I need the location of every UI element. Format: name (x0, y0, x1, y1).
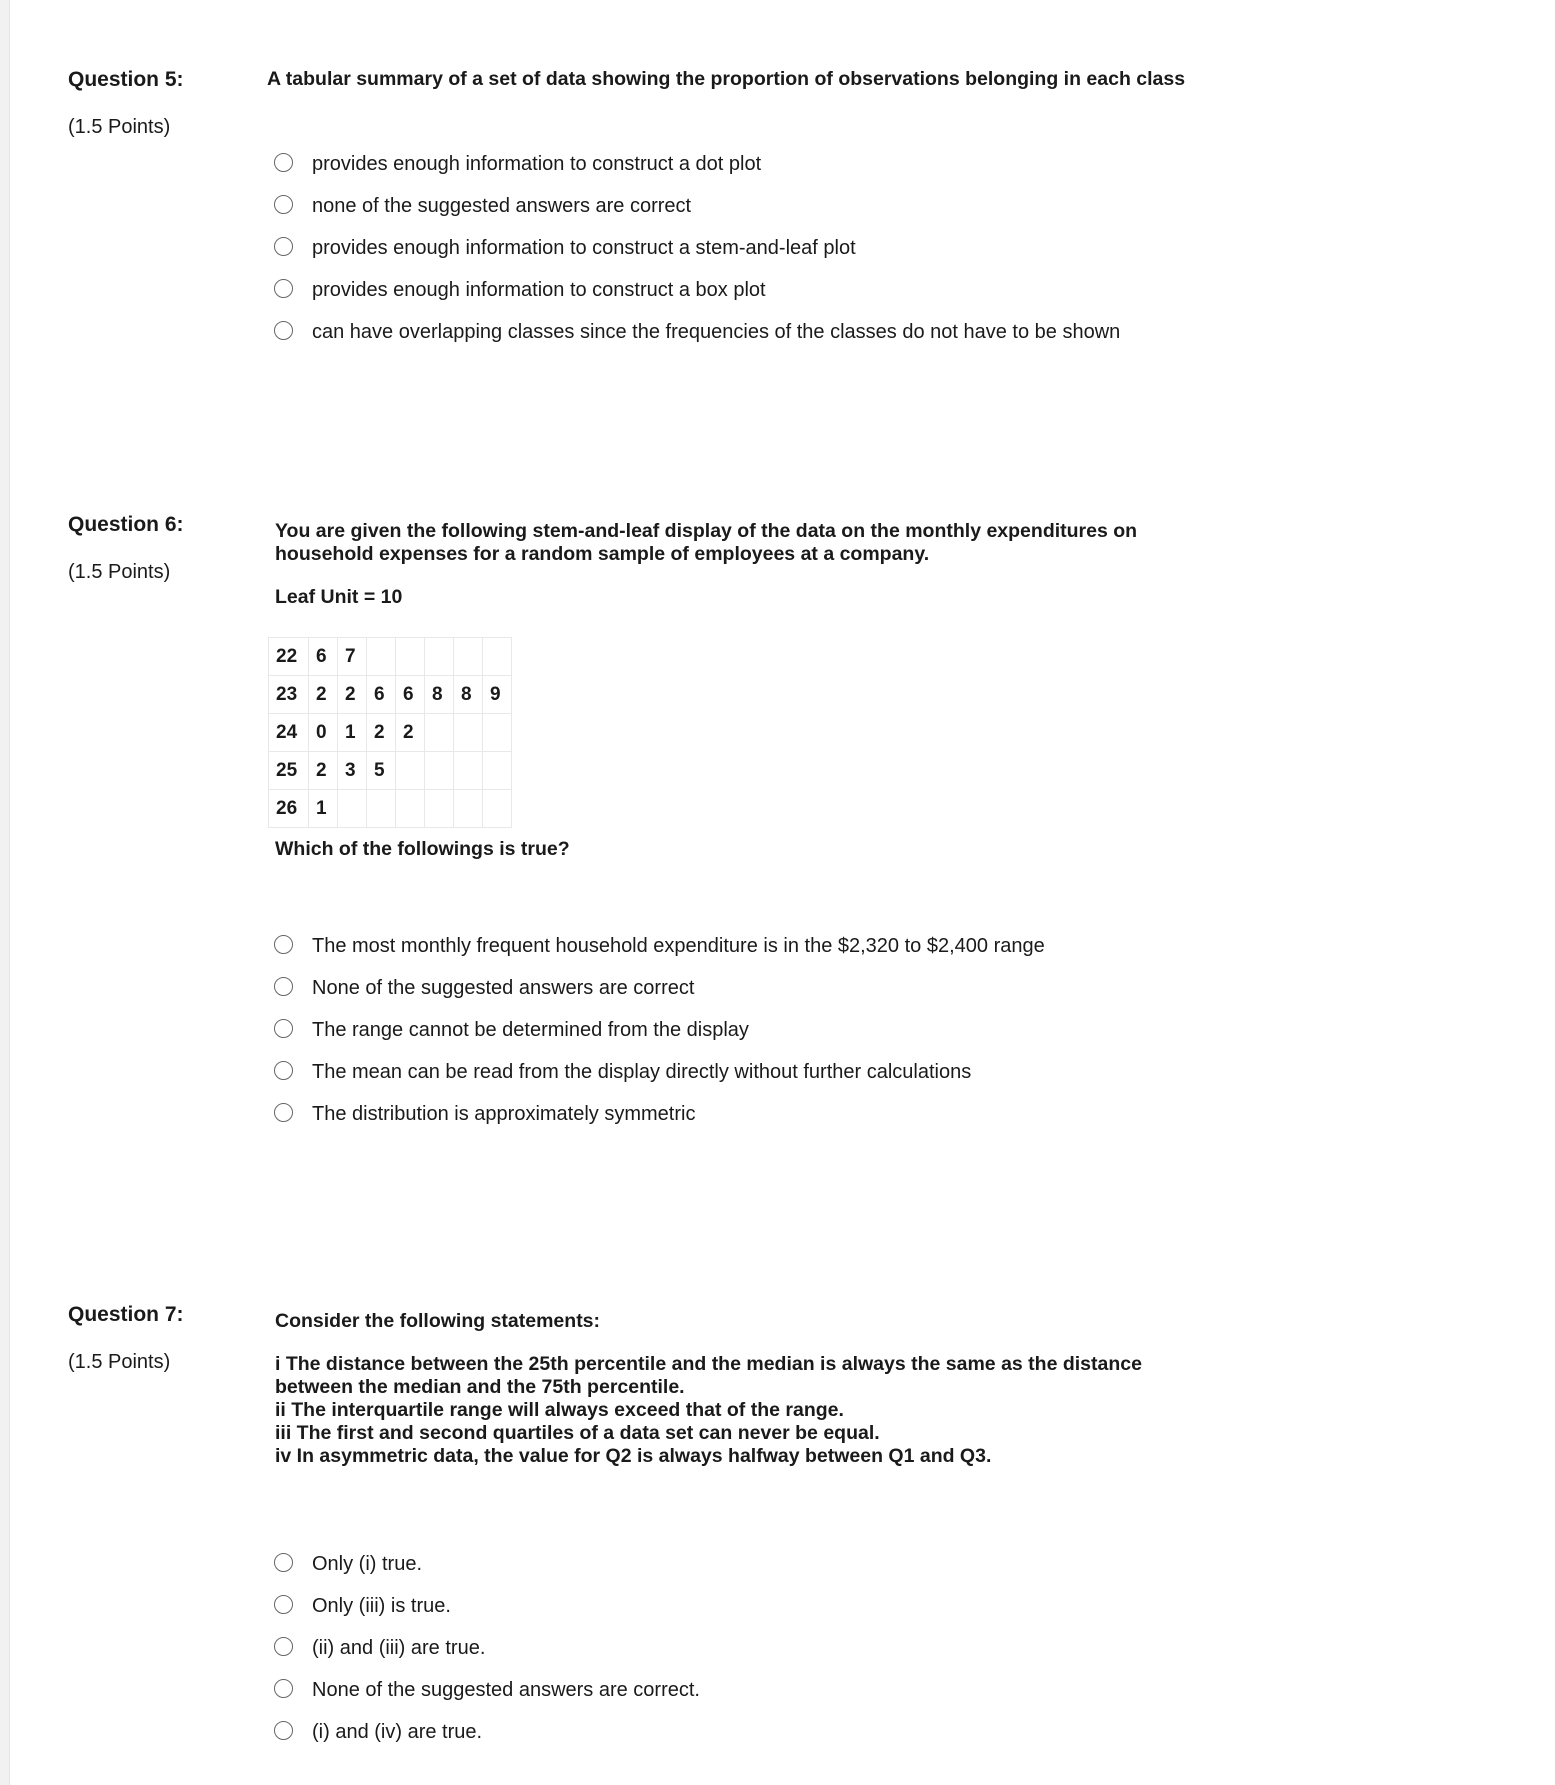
answer-options (274, 143, 1120, 353)
leaf-cell: 7 (338, 638, 367, 676)
stem-cell: 25 (269, 752, 309, 790)
leaf-cell: 9 (483, 676, 512, 714)
stem-row (269, 714, 512, 752)
leaf-cell: 2 (309, 752, 338, 790)
leaf-cell (483, 790, 512, 828)
option-label[interactable]: provides enough information to construct a dot plot (312, 152, 762, 175)
option-label[interactable]: Only (iii) is true. (312, 1594, 451, 1617)
radio-button[interactable] (274, 977, 293, 996)
leaf-cell (454, 752, 483, 790)
leaf-cell (338, 790, 367, 828)
leaf-cell: 6 (396, 676, 425, 714)
stem-cell: 26 (269, 790, 309, 828)
leaf-cell: 2 (367, 714, 396, 752)
question-prompt: A tabular summary of a set of data showing the proportion of observations belonging in each class (267, 68, 1186, 90)
question-title: Question 6: (68, 513, 184, 536)
question-title: Question 5: (68, 68, 184, 91)
option-label[interactable]: Only (i) true. (312, 1552, 423, 1575)
option[interactable] (274, 1711, 700, 1753)
statement-line: between the median and the 75th percentile. (275, 1376, 685, 1398)
stem-row (269, 638, 512, 676)
question-points: (1.5 Points) (68, 561, 171, 583)
stem-cell: 24 (269, 714, 309, 752)
option-label[interactable]: (ii) and (iii) are true. (312, 1636, 486, 1659)
radio-button[interactable] (274, 153, 293, 172)
option-label[interactable]: none of the suggested answers are correct (312, 194, 692, 217)
leaf-cell (483, 638, 512, 676)
option-label[interactable]: can have overlapping classes since the frequencies of the classes do not have to be shown (312, 320, 1121, 343)
radio-button[interactable] (274, 195, 293, 214)
leaf-cell: 5 (367, 752, 396, 790)
question-points: (1.5 Points) (68, 116, 171, 138)
option-label[interactable]: The range cannot be determined from the display (312, 1018, 749, 1041)
question-prompt (275, 520, 1137, 566)
option-label[interactable]: provides enough information to construct a stem-and-leaf plot (312, 236, 856, 259)
radio-button[interactable] (274, 1721, 293, 1740)
option[interactable] (274, 1009, 1045, 1051)
leaf-cell: 2 (309, 676, 338, 714)
question-title: Question 7: (68, 1303, 184, 1326)
leaf-cell: 1 (309, 790, 338, 828)
option-label[interactable]: The mean can be read from the display directly without further calculations (312, 1060, 972, 1083)
option-label[interactable]: (i) and (iv) are true. (312, 1720, 483, 1743)
leaf-cell (425, 638, 454, 676)
leaf-cell: 3 (338, 752, 367, 790)
leaf-cell (396, 752, 425, 790)
option[interactable] (274, 143, 1120, 185)
stem-row (269, 676, 512, 714)
option[interactable] (274, 1669, 700, 1711)
leaf-unit-label: Leaf Unit = 10 (275, 586, 403, 608)
leaf-cell: 0 (309, 714, 338, 752)
option-label[interactable]: None of the suggested answers are correct (312, 976, 695, 999)
answer-options (274, 1543, 700, 1753)
option[interactable] (274, 925, 1045, 967)
radio-button[interactable] (274, 1637, 293, 1656)
option[interactable] (274, 227, 1120, 269)
option[interactable] (274, 269, 1120, 311)
leaf-cell: 6 (367, 676, 396, 714)
option[interactable] (274, 967, 1045, 1009)
leaf-cell: 8 (454, 676, 483, 714)
leaf-cell: 2 (338, 676, 367, 714)
option[interactable] (274, 1543, 700, 1585)
option[interactable] (274, 1627, 700, 1669)
prompt-line: You are given the following stem-and-leaf display of the data on the monthly expenditures on (275, 520, 1138, 542)
radio-button[interactable] (274, 1019, 293, 1038)
option[interactable] (274, 1585, 700, 1627)
leaf-cell (454, 714, 483, 752)
leaf-cell: 8 (425, 676, 454, 714)
leaf-cell (483, 752, 512, 790)
radio-button[interactable] (274, 935, 293, 954)
option-label[interactable]: provides enough information to construct a box plot (312, 278, 766, 301)
radio-button[interactable] (274, 1553, 293, 1572)
stem-cell: 23 (269, 676, 309, 714)
option[interactable] (274, 185, 1120, 227)
radio-button[interactable] (274, 1103, 293, 1122)
radio-button[interactable] (274, 1061, 293, 1080)
leaf-cell: 2 (396, 714, 425, 752)
statements (275, 1353, 1142, 1468)
radio-button[interactable] (274, 237, 293, 256)
leaf-cell (483, 714, 512, 752)
option[interactable] (274, 1051, 1045, 1093)
option-label[interactable]: The most monthly frequent household expenditure is in the $2,320 to $2,400 range (312, 934, 1045, 957)
stem-and-leaf-table (268, 637, 512, 828)
radio-button[interactable] (274, 321, 293, 340)
radio-button[interactable] (274, 1679, 293, 1698)
statement-line: ii The interquartile range will always exceed that of the range. (275, 1399, 844, 1421)
left-rail (0, 0, 10, 1785)
answer-options (274, 925, 1045, 1135)
stem-row (269, 752, 512, 790)
statement-line: i The distance between the 25th percentile and the median is always the same as the distance (275, 1353, 1142, 1375)
leaf-cell (367, 638, 396, 676)
stem-row (269, 790, 512, 828)
leaf-cell (396, 790, 425, 828)
sub-question: Which of the followings is true? (275, 838, 570, 860)
option-label[interactable]: None of the suggested answers are correct. (312, 1678, 700, 1701)
radio-button[interactable] (274, 1595, 293, 1614)
leaf-cell (367, 790, 396, 828)
stem-cell: 22 (269, 638, 309, 676)
statement-line: iii The first and second quartiles of a data set can never be equal. (275, 1422, 880, 1444)
leaf-cell (396, 638, 425, 676)
leaf-cell: 1 (338, 714, 367, 752)
leaf-cell (425, 790, 454, 828)
statement-line: iv In asymmetric data, the value for Q2 is always halfway between Q1 and Q3. (275, 1445, 992, 1467)
question-intro: Consider the following statements: (275, 1310, 601, 1332)
leaf-cell (425, 714, 454, 752)
question-points: (1.5 Points) (68, 1351, 171, 1373)
option[interactable] (274, 311, 1120, 353)
option-label[interactable]: The distribution is approximately symmetric (312, 1102, 696, 1125)
leaf-cell (454, 638, 483, 676)
radio-button[interactable] (274, 279, 293, 298)
leaf-cell: 6 (309, 638, 338, 676)
leaf-cell (454, 790, 483, 828)
option[interactable] (274, 1093, 1045, 1135)
prompt-line: household expenses for a random sample of employees at a company. (275, 543, 930, 565)
leaf-cell (425, 752, 454, 790)
